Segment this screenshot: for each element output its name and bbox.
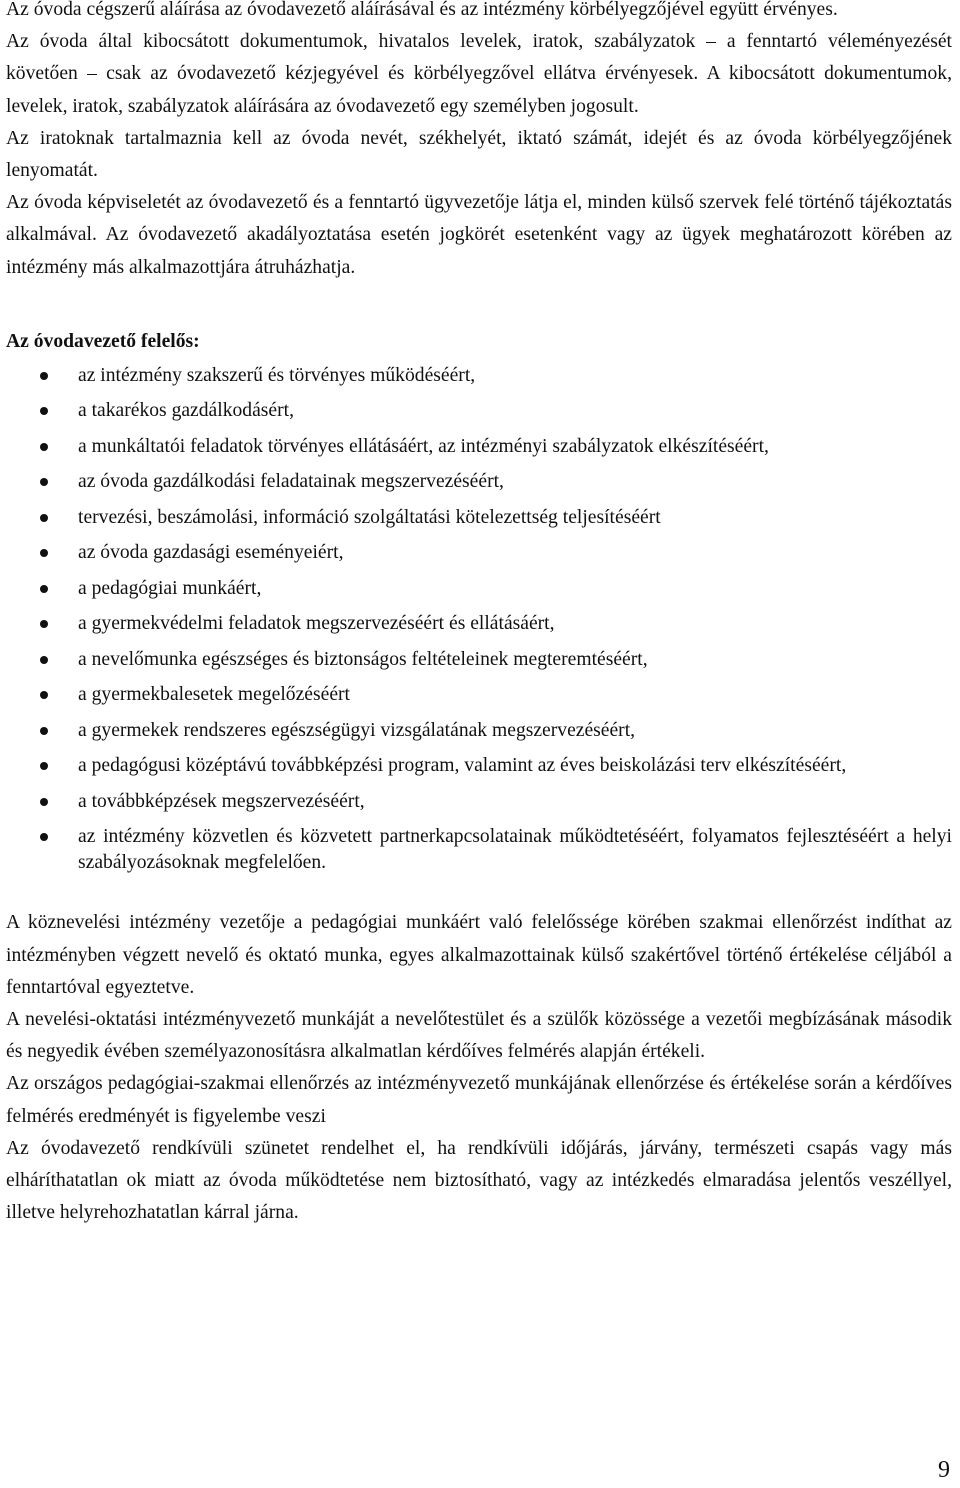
page-number: 9 bbox=[938, 1457, 950, 1483]
bullet-dot-icon bbox=[40, 798, 48, 806]
bullet-dot-icon bbox=[40, 372, 48, 380]
paragraph-documents: Az óvoda által kibocsátott dokumentumok, hivatalos levelek, iratok, szabályzatok – a fenntartó véleményezését követően – csak az óvodavezető kézjegyével és körbélyegzővel ellátva érvényesek. A kibocsátott dokumentumok, levelek, iratok, szabályzatok aláírására az óvodavezető egy személyben jogosult. bbox=[6, 31, 952, 117]
list-item: az intézmény szakszerű és törvényes működéséért, bbox=[6, 363, 952, 389]
list-item: a gyermekbalesetek megelőzéséért bbox=[6, 682, 952, 708]
list-item: a továbbképzések megszervezéséért, bbox=[6, 789, 952, 815]
paragraph-documents-content: Az iratoknak tartalmaznia kell az óvoda nevét, székhelyét, iktató számát, idejét és az óvoda körbélyegzőjének lenyomatát. bbox=[6, 127, 952, 182]
list-item: a gyermekvédelmi feladatok megszervezéséért és ellátásáért, bbox=[6, 611, 952, 637]
bullet-dot-icon bbox=[40, 656, 48, 664]
paragraph-extraordinary-break: Az óvodavezető rendkívüli szünetet rendelhet el, ha rendkívüli időjárás, járvány, természeti csapás vagy más elháríthatatlan ok miatt az óvoda működtetése nem biztosítható, vagy az intézkedés elmaradása jelentős veszéllyel, illetve helyrehozhatatlan kárral járna. bbox=[6, 1137, 952, 1224]
responsibilities-section bbox=[6, 326, 952, 876]
responsibilities-heading: Az óvodavezető felelős: bbox=[6, 330, 200, 352]
list-item: tervezési, beszámolási, információ szolgáltatási kötelezettség teljesítéséért bbox=[6, 505, 952, 531]
paragraph-national-inspection: Az országos pedagógiai-szakmai ellenőrzés az intézményvezető munkájának ellenőrzése és értékelése során a kérdőíves felmérés eredményét is figyelembe veszi bbox=[6, 1073, 952, 1127]
list-item: a gyermekek rendszeres egészségügyi vizsgálatának megszervezéséért, bbox=[6, 718, 952, 744]
bullet-dot-icon bbox=[40, 833, 48, 841]
paragraph-signature: Az óvoda cégszerű aláírása az óvodavezető aláírásával és az intézmény körbélyegzőjével együtt érvényes. bbox=[6, 0, 838, 20]
paragraph-professional-inspection: A köznevelési intézmény vezetője a pedagógiai munkáért való felelőssége körében szakmai ellenőrzést indíthat az intézményben végzett nevelő és oktató munka, egyes alkalmazottainak külső szakértővel történő értékelése céljából a fenntartóval egyeztetve. bbox=[6, 912, 952, 998]
bullet-dot-icon bbox=[40, 585, 48, 593]
bullet-dot-icon bbox=[40, 762, 48, 770]
bullet-dot-icon bbox=[40, 514, 48, 522]
intro-section bbox=[6, 0, 952, 284]
list-item: a pedagógiai munkáért, bbox=[6, 576, 952, 602]
list-item: a takarékos gazdálkodásért, bbox=[6, 398, 952, 424]
bullet-dot-icon bbox=[40, 691, 48, 699]
list-item: az óvoda gazdálkodási feladatainak megszervezéséért, bbox=[6, 469, 952, 495]
list-item: az intézmény közvetlen és közvetett partnerkapcsolatainak működtetéséért, folyamatos fejlesztéséért a helyi szabályozásoknak megfelelően. bbox=[6, 824, 952, 875]
bullet-dot-icon bbox=[40, 620, 48, 628]
bullet-dot-icon bbox=[40, 727, 48, 735]
closing-section bbox=[6, 907, 952, 1229]
list-item: a nevelőmunka egészséges és biztonságos feltételeinek megteremtéséért, bbox=[6, 647, 952, 673]
bullet-dot-icon bbox=[40, 478, 48, 486]
bullet-dot-icon bbox=[40, 407, 48, 415]
paragraph-representation: Az óvoda képviseletét az óvodavezető és a fenntartó ügyvezetője látja el, minden külső szervek felé történő tájékoztatás alkalmával. Az óvodavezető akadályoztatása esetén jogkörét esetenként vagy az ügyek meghatározott körében az intézmény más alkalmazottjára átruházhatja. bbox=[6, 192, 952, 278]
list-item: a munkáltatói feladatok törvényes ellátásáért, az intézményi szabályzatok elkészítéséért, bbox=[6, 434, 952, 460]
responsibilities-list bbox=[6, 363, 952, 876]
bullet-dot-icon bbox=[40, 443, 48, 451]
list-item: az óvoda gazdasági eseményeiért, bbox=[6, 540, 952, 566]
bullet-dot-icon bbox=[40, 549, 48, 557]
paragraph-leader-evaluation: A nevelési-oktatási intézményvezető munkáját a nevelőtestület és a szülők közössége a vezetői megbízásának második és negyedik évében személyazonosításra alkalmatlan kérdőíves felmérés alapján értékeli. bbox=[6, 1008, 952, 1063]
list-item: a pedagógusi középtávú továbbképzési program, valamint az éves beiskolázási terv elkészítéséért, bbox=[6, 753, 952, 779]
